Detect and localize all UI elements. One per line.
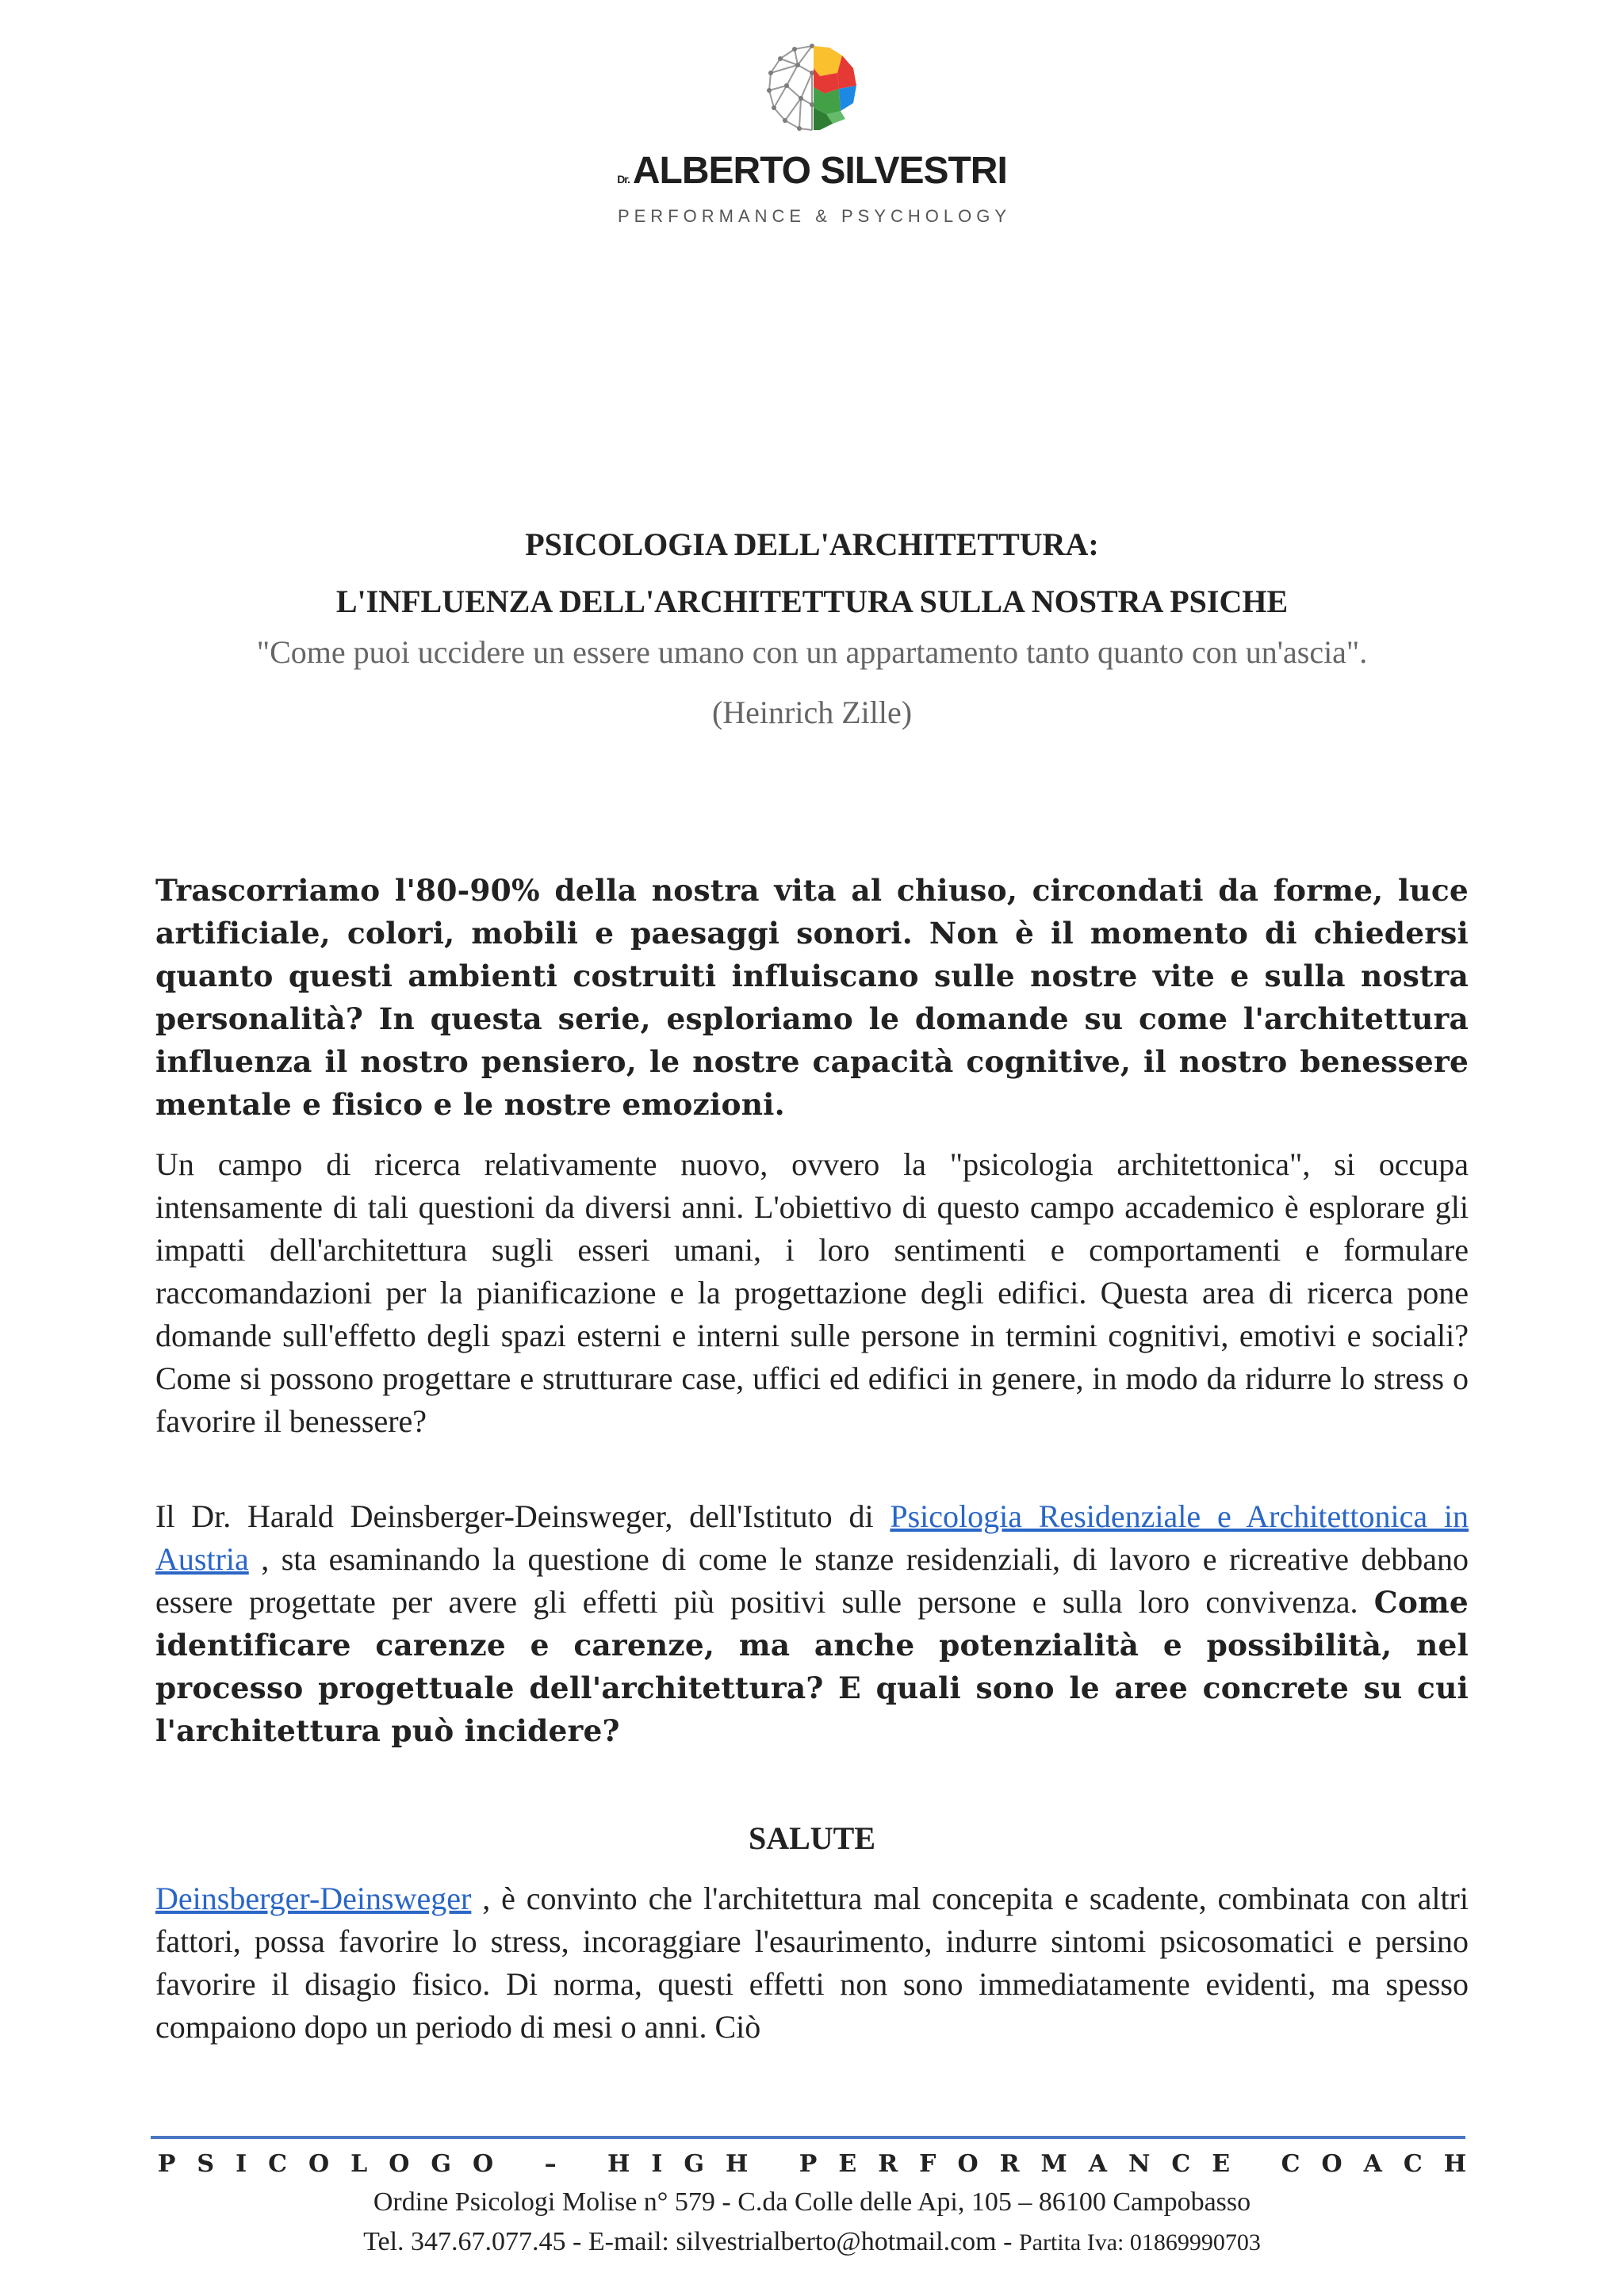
brain-logo-icon (763, 41, 861, 136)
section-title-salute: SALUTE (748, 1820, 876, 1856)
document-body (155, 869, 1469, 2049)
logo-prefix: Dr. (617, 173, 630, 186)
logo-tagline: PERFORMANCE & PSYCHOLOGY (617, 206, 1012, 226)
epigraph-quote: "Come puoi uccidere un essere umano con un appartamento tanto quanto con un'ascia". (256, 634, 1368, 670)
footer-vat-number: Partita Iva: 01869990703 (1018, 2229, 1261, 2256)
footer-contacts (0, 2225, 1624, 2260)
logo-name-text: ALBERTO SILVESTRI (632, 150, 1007, 192)
footer-divider (151, 2136, 1465, 2139)
logo-name (0, 152, 1624, 190)
paragraph-text: , sta esaminando la questione di come le stanze residenziali, di lavoro e ricreative debbano essere progettate per avere gli effetti più positivi sulle persone e sulla loro convivenza. (155, 1541, 1469, 1620)
deinsberger-link[interactable]: Deinsberger-Deinsweger (155, 1881, 472, 1916)
paragraph-health (155, 1877, 1469, 2049)
footer-title: PSICOLOGO – HIGH PERFORMANCE COACH (157, 2150, 1488, 2178)
lead-paragraph: Trascorriamo l'80-90% della nostra vita al chiuso, circondati da forme, luce artificiale, colori, mobili e paesaggi sonori. Non è il momento di chiedersi quanto questi ambienti costruiti influiscano sulle nostre vite e sulla nostra personalità? In questa serie, esploriamo le domande su come l'architettura influenza il nostro pensiero, le nostre capacità cognitive, il nostro benessere mentale e fisico e le nostre emozioni. (155, 873, 1469, 1122)
title-block (155, 523, 1469, 734)
document-title-line2: L'INFLUENZA DELL'ARCHITETTURA SULLA NOSTRA PSICHE (335, 584, 1289, 619)
paragraph-text: , è convinto che l'architettura mal concepita e scadente, combinata con altri fattori, possa favorire lo stress, incoraggiare l'esaurimento, indurre sintomi psicosomatici e persino favorire il disagio fisico. Di norma, questi effetti non sono immediatamente evidenti, ma spesso compaiono dopo un periodo di mesi o anni. Ciò (155, 1881, 1469, 2045)
footer-contacts-text: Tel. 347.67.077.45 - E-mail: silvestrialberto@hotmail.com - (363, 2227, 1019, 2256)
document-title-line1: PSICOLOGIA DELL'ARCHITETTURA: (525, 526, 1099, 562)
paragraph-deinsberger (155, 1495, 1469, 1752)
paragraph-bold-questions: Come identificare carenze e carenze, ma anche potenzialità e possibilità, nel processo progettuale dell'architettura? E quali sono le aree concrete su cui l'architettura può incidere? (155, 1585, 1469, 1748)
epigraph-author: (Heinrich Zille) (711, 695, 913, 730)
institute-link[interactable]: Psicologia Residenziale e Architettonica in Austria (155, 1498, 1469, 1577)
paragraph-text: Il Dr. Harald Deinsberger-Deinsweger, dell'Istituto di (155, 1498, 891, 1534)
paragraph-research-field: Un campo di ricerca relativamente nuovo, ovvero la "psicologia architettonica", si occupa intensamente di tali questioni da diversi anni. L'obiettivo di questo campo accademico è esplorare gli impatti dell'architettura sugli esseri umani, i loro sentimenti e comportamenti e formulare raccomandazioni per la pianificazione e la progettazione degli edifici. Questa area di ricerca pone domande sull'effetto degli spazi esterni e interni sulle persone in termini cognitivi, emotivi e sociali? Come si possono progettare e strutturare case, uffici ed edifici in genere, in modo da ridurre lo stress o favorire il benessere? (155, 1146, 1469, 1439)
footer-address: Ordine Psicologi Molise n° 579 - C.da Colle delle Api, 105 – 86100 Campobasso (373, 2187, 1251, 2217)
header-logo (0, 32, 1624, 238)
